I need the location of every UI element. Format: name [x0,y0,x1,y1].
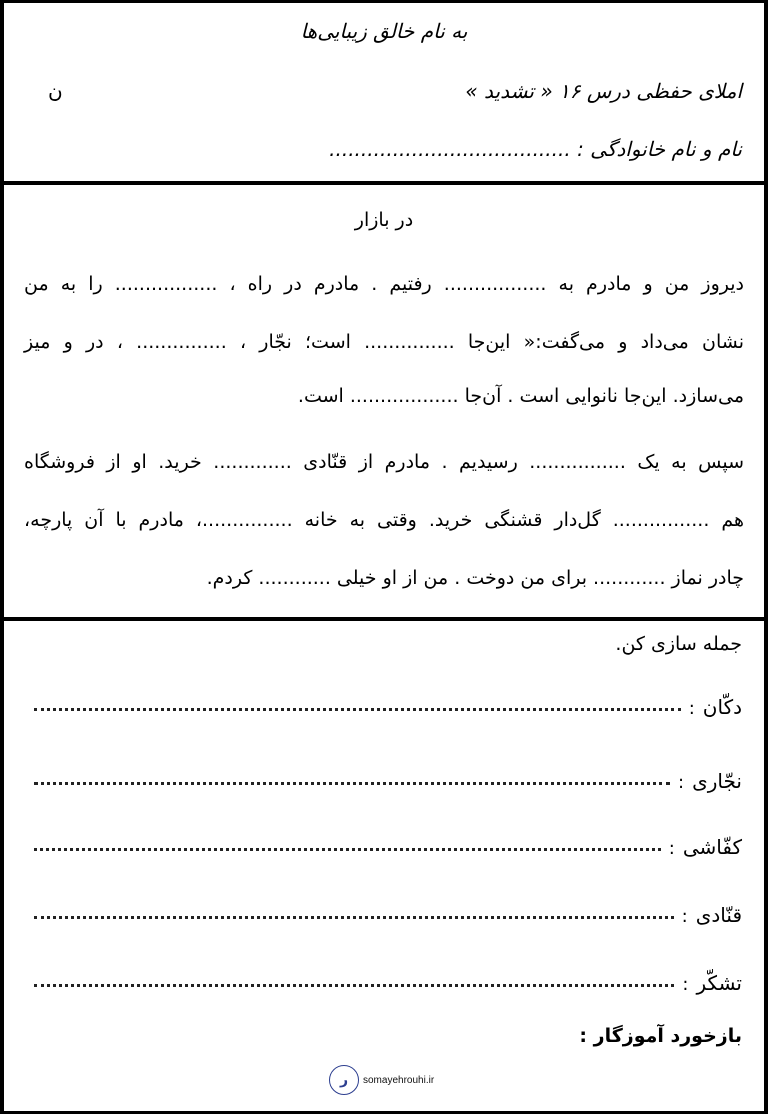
sentence-row-kaffashi [34,829,742,859]
dictation-line[interactable]: چادر نماز ............ برای من دوخت . من از او خیلی ............ کردم. [206,567,744,589]
answer-blank[interactable] [34,916,674,919]
teacher-feedback-label: بازخورد آموزگار : [579,1025,742,1047]
lesson-title: املای حفظی درس ۱۶ « تشدید » [465,79,742,103]
answer-blank[interactable] [34,848,661,851]
sentence-row-tashakkor [34,965,742,995]
sentence-word: کفّاشی [682,835,742,859]
sentence-word: تشکّر [696,971,742,995]
sentence-row-dokkan [34,689,742,719]
dictation-line[interactable]: سپس به یک ................ رسیدیم . مادرم از قنّادی ............. خرید. او از فروشگاه [24,451,744,473]
dictation-line[interactable]: دیروز من و مادرم به ................. رفتیم . مادرم در راه ، ................. را به من [24,273,744,295]
student-name-field[interactable]: نام و نام خانوادگی : ...................................... [329,137,742,161]
brand-url: somayehrouhi.ir [363,1074,435,1086]
colon: : [668,838,675,859]
brand-logo-icon: ر [329,1065,359,1095]
sentence-row-qannadi [34,897,742,927]
header-section [4,3,764,185]
sentence-word: نجّاری [692,769,742,793]
sentence-row-najjari [34,763,742,793]
colon: : [688,698,695,719]
dictation-section [4,185,764,621]
colon: : [678,772,685,793]
sentence-word: قنّادی [695,903,742,927]
bismillah-heading: به نام خالق زیبایی‌ها [300,19,468,43]
dictation-title: در بازار [354,209,414,231]
site-brand [329,1065,434,1095]
answer-blank[interactable] [34,984,674,987]
answer-blank[interactable] [34,782,670,785]
answer-blank[interactable] [34,708,681,711]
date-label: ن [48,79,63,103]
dictation-line[interactable]: نشان می‌داد و می‌گفت:« این‌جا ............... است؛ نجّار ، ............... ، در و میز [24,331,744,353]
sentence-building-section [4,621,764,1111]
dictation-line[interactable]: می‌سازد. این‌جا نانوایی است . آن‌جا .................. است. [297,385,744,407]
dictation-line[interactable]: هم ................ گل‌دار قشنگی خرید. وقتی به خانه ...............، مادرم با آن پارچه، [24,509,744,531]
colon: : [681,906,688,927]
sentence-instruction: جمله سازی کن. [615,633,742,655]
colon: : [682,974,689,995]
sentence-word: دکّان [702,695,742,719]
